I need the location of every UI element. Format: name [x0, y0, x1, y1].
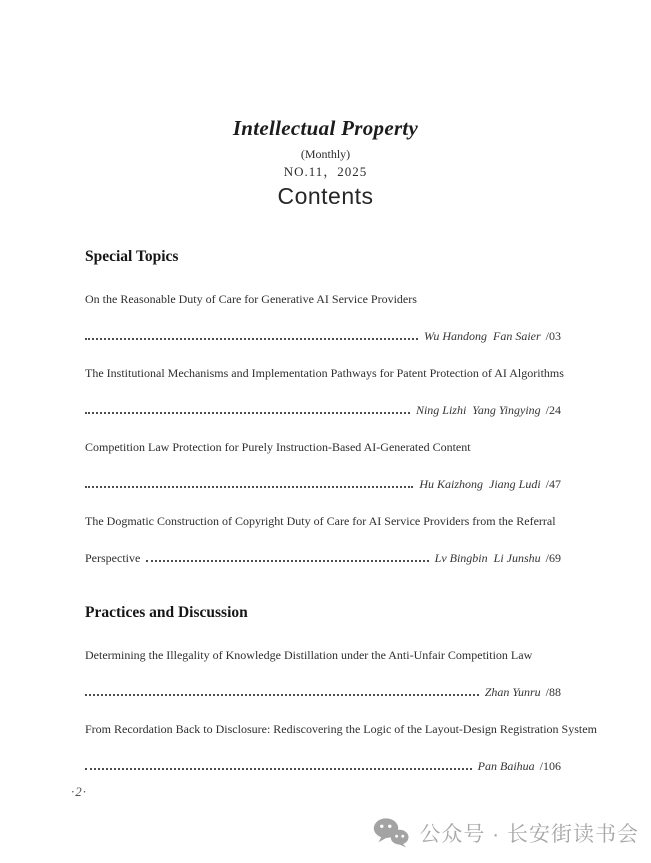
entry-title: Competition Law Protection for Purely Instruction-Based AI-Generated Content	[85, 440, 471, 454]
wechat-icon	[373, 817, 409, 848]
contents-title: Contents	[277, 183, 374, 209]
page-number: ·2·	[71, 784, 87, 799]
entry-page-number: /88	[545, 685, 561, 699]
entry-authors: Ning Lizhi Yang Yingying	[415, 403, 541, 417]
journal-frequency: (Monthly)	[300, 147, 351, 161]
journal-issue-number: NO.11，2025	[283, 164, 368, 179]
entry-authors: Wu Handong Fan Saier	[423, 329, 541, 343]
toc-entry	[85, 281, 561, 355]
section-entries	[85, 637, 597, 785]
entry-leader-row	[85, 674, 561, 711]
entry-page-number: /106	[539, 759, 561, 773]
entry-title: Determining the Illegality of Knowledge Distillation under the Anti-Unfair Competition Law	[85, 648, 533, 662]
entry-leader-row	[85, 392, 561, 429]
dotted-leader	[85, 694, 479, 696]
dotted-leader	[85, 486, 413, 488]
entry-page-number: /24	[545, 403, 561, 417]
entry-title-continuation: Perspective	[85, 551, 141, 565]
entry-authors: Pan Baihua	[477, 759, 535, 773]
toc-entry	[85, 355, 564, 429]
entry-leader-row	[85, 318, 561, 355]
toc-entry	[85, 637, 561, 711]
entry-title: From Recordation Back to Disclosure: Rediscovering the Logic of the Layout-Design Registration System	[85, 722, 597, 736]
dotted-leader	[146, 560, 428, 562]
entry-title: The Dogmatic Construction of Copyright Duty of Care for AI Service Providers from the Referral	[85, 514, 556, 528]
table-of-contents	[0, 247, 651, 785]
journal-title: Intellectual Property	[232, 116, 419, 140]
dotted-leader	[85, 338, 418, 340]
entry-title: On the Reasonable Duty of Care for Generative AI Service Providers	[85, 292, 417, 306]
entry-page-number: /47	[545, 477, 561, 491]
wechat-account-name: 公众号 · 长安街读书会	[419, 822, 639, 846]
entry-title: The Institutional Mechanisms and Implementation Pathways for Patent Protection of AI Algorithms	[85, 366, 564, 380]
section-heading-special-topics: Special Topics	[85, 248, 179, 265]
entry-authors: Lv Bingbin Li Junshu	[434, 551, 541, 565]
entry-authors: Zhan Yunru	[484, 685, 541, 699]
toc-entry	[85, 711, 597, 785]
toc-entry	[85, 503, 561, 577]
entry-page-number: /69	[545, 551, 561, 565]
wechat-account-watermark	[373, 817, 639, 848]
section-heading-practices-and-discussion: Practices and Discussion	[85, 604, 248, 621]
section-entries	[85, 281, 564, 577]
entry-leader-row	[85, 748, 561, 785]
entry-authors: Hu Kaizhong Jiang Ludi	[419, 477, 541, 491]
page-header	[0, 0, 651, 210]
toc-entry	[85, 429, 561, 503]
dotted-leader	[85, 412, 410, 414]
dotted-leader	[85, 768, 472, 770]
entry-leader-row	[85, 466, 561, 503]
entry-page-number: /03	[545, 329, 561, 343]
entry-leader-row	[85, 540, 561, 577]
